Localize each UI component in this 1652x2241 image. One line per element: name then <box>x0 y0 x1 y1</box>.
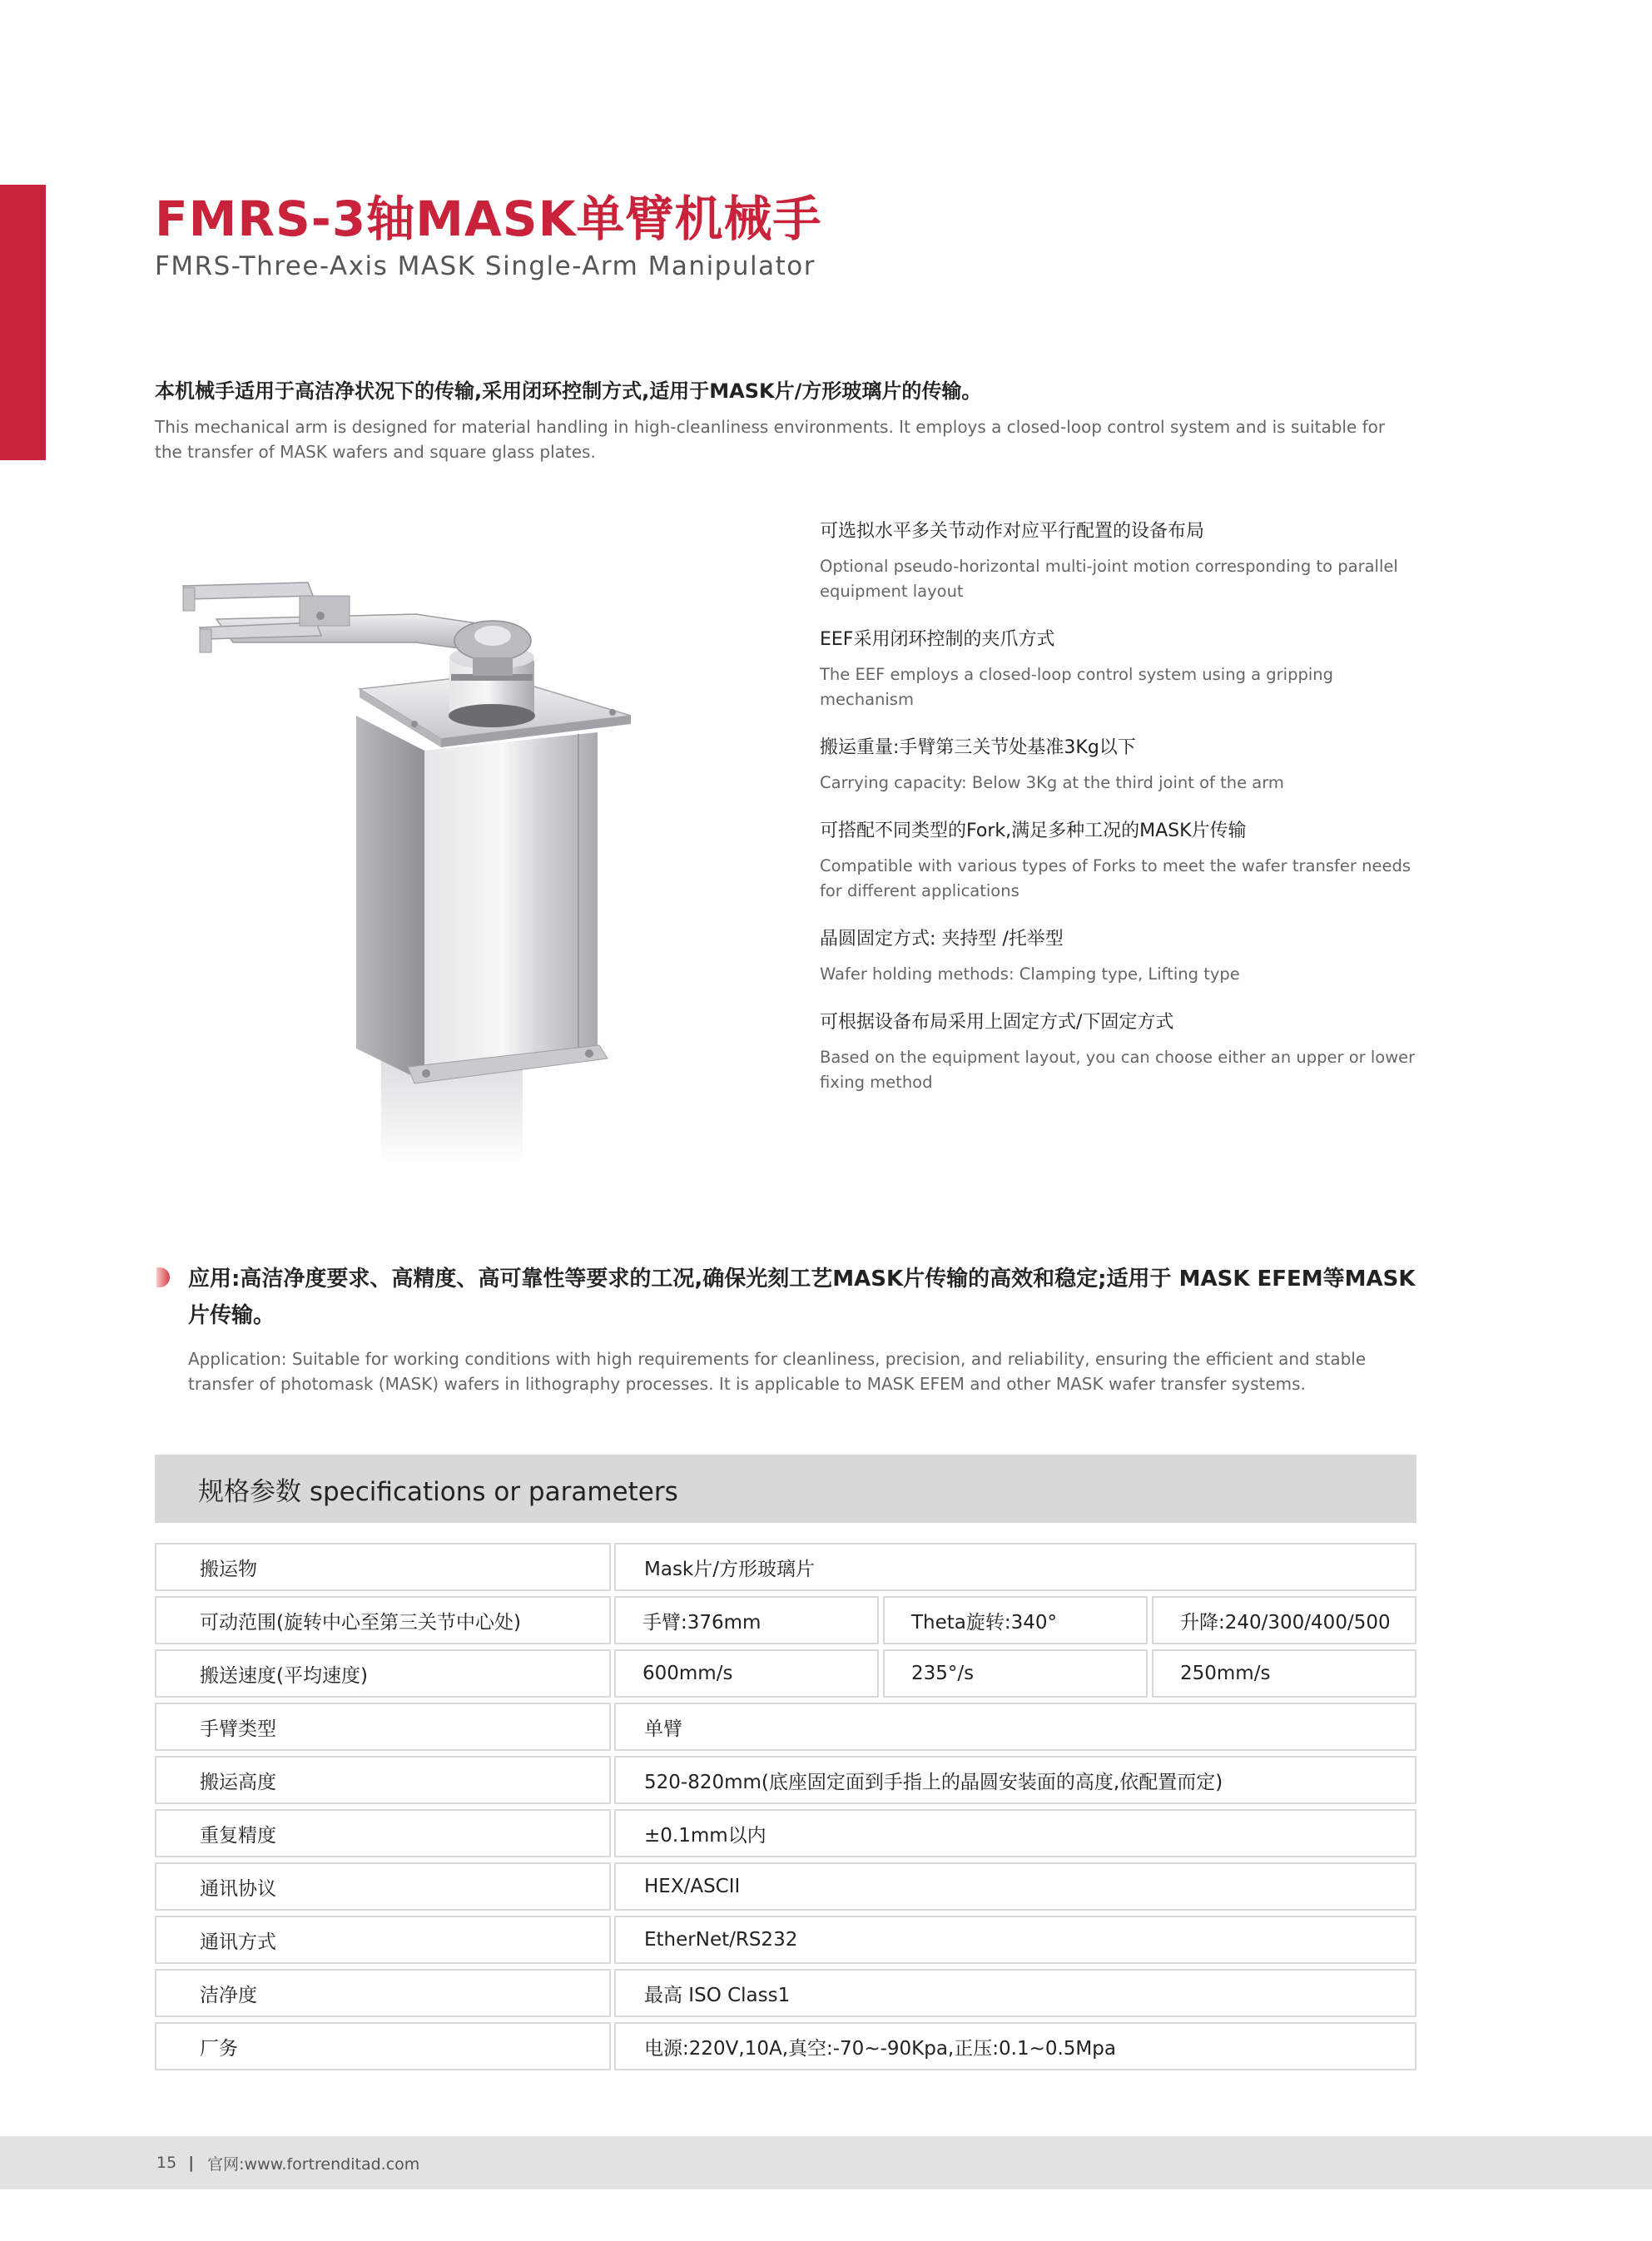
spec-label: 可动范围(旋转中心至第三关节中心处) <box>155 1596 611 1644</box>
feature-en: Carrying capacity: Below 3Kg at the third joint of the arm <box>820 773 1284 792</box>
feature-cn: 可搭配不同类型的Fork,满足多种工况的MASK片传输 <box>820 821 1247 841</box>
feature-item <box>820 1009 1416 1095</box>
page-number: 15 <box>156 2154 177 2172</box>
spec-value: 升降:240/300/400/500 <box>1152 1596 1416 1644</box>
spec-value: EtherNet/RS232 <box>614 1916 1416 1964</box>
spec-value: 520-820mm(底座固定面到手指上的晶圆安装面的高度,依配置而定) <box>614 1756 1416 1804</box>
table-row <box>155 2022 1416 2070</box>
application-text-en: Application: Suitable for working conditions with high requirements for cleanliness, precision, and reliability, ensuring the efficient and stable transfer of photomask (MASK) wafers in lithography processes. It is applicable to MASK EFEM and other MASK wafer transfer systems. <box>188 1349 1367 1394</box>
feature-item <box>820 734 1416 796</box>
feature-cn: 可选拟水平多关节动作对应平行配置的设备布局 <box>820 521 1205 542</box>
footer-separator: | <box>188 2154 195 2172</box>
spec-table <box>155 1543 1416 2075</box>
spec-label: 厂务 <box>155 2022 611 2070</box>
feature-en: Wafer holding methods: Clamping type, Lifting type <box>820 964 1240 984</box>
table-row <box>155 1703 1416 1751</box>
page-footer <box>0 2136 1652 2189</box>
table-row <box>155 1969 1416 2017</box>
table-row <box>155 1809 1416 1857</box>
spec-section-header <box>155 1455 1416 1523</box>
table-row <box>155 1756 1416 1804</box>
intro-text-cn: 本机械手适用于高洁净状况下的传输,采用闭环控制方式,适用于MASK片/方形玻璃片的传输。 <box>155 379 982 403</box>
table-row <box>155 1596 1416 1644</box>
spec-value: Mask片/方形玻璃片 <box>614 1543 1416 1591</box>
spec-label: 搬运物 <box>155 1543 611 1591</box>
feature-cn: EEF采用闭环控制的夹爪方式 <box>820 629 1055 650</box>
feature-list <box>820 518 1416 1117</box>
page-title: FMRS-3轴MASK单臂机械手 <box>155 191 822 247</box>
accent-bar <box>0 185 46 460</box>
table-row <box>155 1543 1416 1591</box>
feature-item <box>820 925 1416 987</box>
spec-value: 最高 ISO Class1 <box>614 1969 1416 2017</box>
feature-en: Based on the equipment layout, you can choose either an upper or lower fixing method <box>820 1048 1416 1092</box>
spec-value: HEX/ASCII <box>614 1862 1416 1911</box>
feature-cn: 搬运重量:手臂第三关节处基准3Kg以下 <box>820 737 1136 758</box>
feature-en: Compatible with various types of Forks to meet the wafer transfer needs for different applications <box>820 856 1411 900</box>
spec-value: 电源:220V,10A,真空:-70~-90Kpa,正压:0.1~0.5Mpa <box>614 2022 1416 2070</box>
intro-text-en: This mechanical arm is designed for material handling in high-cleanliness environments. It employs a closed-loop control system and is suitable for the transfer of MASK wafers and square glass plates. <box>155 417 1386 462</box>
feature-cn: 晶圆固定方式: 夹持型 /托举型 <box>820 929 1064 949</box>
bullet-icon <box>156 1267 170 1287</box>
feature-cn: 可根据设备布局采用上固定方式/下固定方式 <box>820 1012 1174 1033</box>
spec-label: 搬送速度(平均速度) <box>155 1649 611 1698</box>
spec-label: 洁净度 <box>155 1969 611 2017</box>
spec-value: ±0.1mm以内 <box>614 1809 1416 1857</box>
robot-arm-image <box>166 549 666 1165</box>
spec-label: 重复精度 <box>155 1809 611 1857</box>
spec-value: 250mm/s <box>1152 1649 1416 1698</box>
spec-value: Theta旋转:340° <box>883 1596 1148 1644</box>
page-subtitle: FMRS-Three-Axis MASK Single-Arm Manipulator <box>155 251 816 281</box>
spec-value: 235°/s <box>883 1649 1148 1698</box>
table-row <box>155 1862 1416 1911</box>
spec-value: 单臂 <box>614 1703 1416 1751</box>
feature-en: The EEF employs a closed-loop control system using a gripping mechanism <box>820 665 1334 709</box>
feature-item <box>820 817 1416 904</box>
feature-item <box>820 626 1416 712</box>
spec-value: 手臂:376mm <box>614 1596 879 1644</box>
spec-value: 600mm/s <box>614 1649 879 1698</box>
spec-section-title: 规格参数 specifications or parameters <box>198 1476 678 1507</box>
table-row <box>155 1916 1416 1964</box>
application-text-cn: 应用:高洁净度要求、高精度、高可靠性等要求的工况,确保光刻工艺MASK片传输的高效和稳定;适用于 MASK EFEM等MASK 片传输。 <box>188 1267 1416 1328</box>
spec-label: 通讯协议 <box>155 1862 611 1911</box>
website-link[interactable]: 官网:www.fortrenditad.com <box>207 2154 420 2174</box>
spec-label: 通讯方式 <box>155 1916 611 1964</box>
feature-item <box>820 518 1416 604</box>
spec-label: 手臂类型 <box>155 1703 611 1751</box>
spec-label: 搬运高度 <box>155 1756 611 1804</box>
feature-en: Optional pseudo-horizontal multi-joint motion corresponding to parallel equipment layout <box>820 557 1398 601</box>
table-row <box>155 1649 1416 1698</box>
